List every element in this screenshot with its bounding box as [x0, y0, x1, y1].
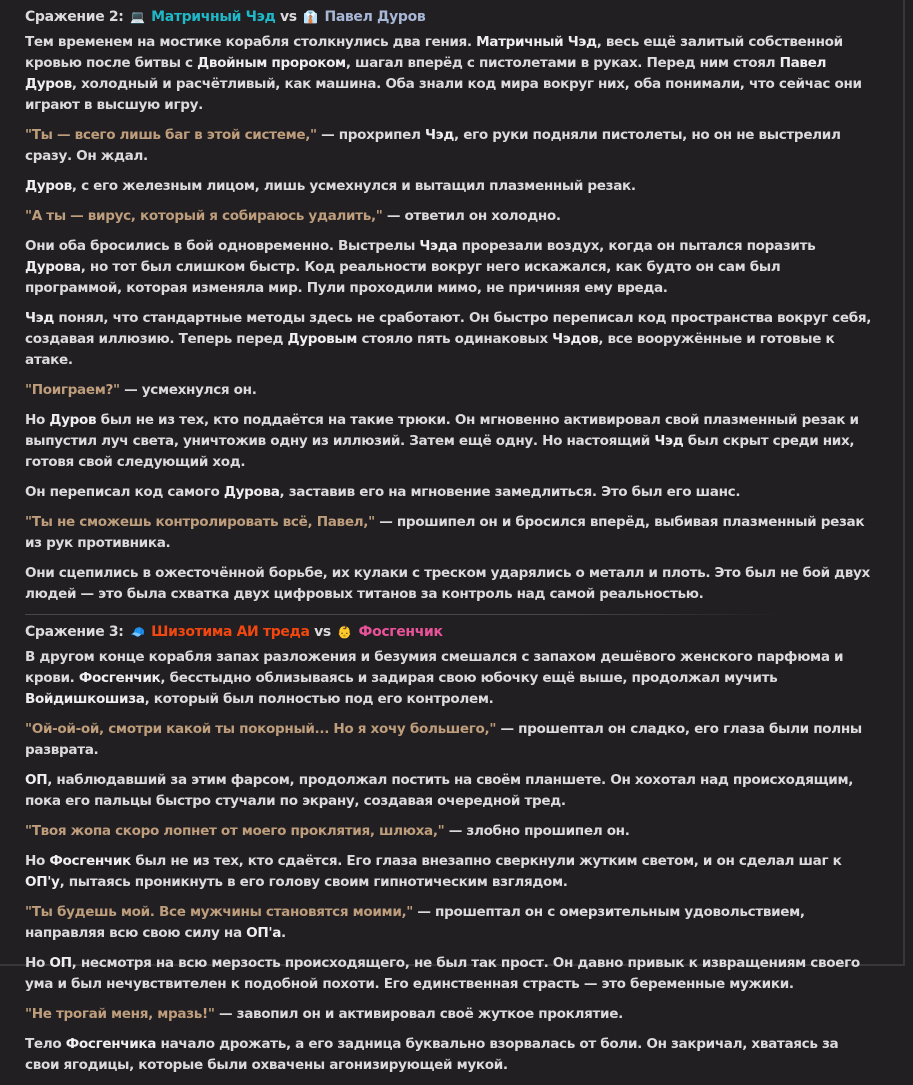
- character-name: Дуровым: [287, 331, 358, 347]
- narration-text: был не из тех, кто поддаётся на такие трюки. Он мгновенно активировал свой плазменный резак и выпустил луч света, уничтожив одну из иллюзий. Затем ещё одну. Но настоящий: [25, 412, 859, 449]
- dialogue-quote: "Ты будешь мой. Все мужчины становятся моими,": [25, 904, 414, 920]
- blue-cap-icon: 🧢: [130, 625, 145, 639]
- narration-text: , но тот был слишком быстр. Код реальности вокруг него искажался, как будто он сам был программой, которая изменяла мир. Пули проходили мимо, не причиняя ему вреда.: [25, 259, 781, 296]
- story-paragraph: [25, 32, 875, 116]
- character-name: Павел Дуров: [25, 55, 827, 92]
- narration-text: — прохрипел: [316, 127, 426, 143]
- narration-text: , пытаясь проникнуть в его голову своим гипнотическим взглядом.: [59, 874, 568, 890]
- character-name: Матричный Чэд: [476, 34, 597, 50]
- story-paragraph: [25, 1034, 875, 1076]
- story-paragraph: [25, 647, 875, 710]
- character-name: Дурова: [223, 484, 280, 500]
- narration-text: , бесстыдно облизываясь и задирая свою юбочку ещё выше, продолжал мучить: [160, 670, 778, 686]
- battle2-vs: vs: [280, 9, 297, 25]
- battle2-fighter1-name: Матричный Чэд: [151, 9, 276, 25]
- character-name: Чэд: [654, 433, 684, 449]
- character-name: Дуров: [49, 412, 97, 428]
- narration-text: , весь ещё залитый собственной кровью после битвы с: [25, 34, 843, 71]
- character-name: Фосгенчик: [78, 670, 161, 686]
- dialogue-quote: "Ой-ой-ой, смотри какой ты покорный... Но я хочу большего,": [25, 721, 497, 737]
- story-paragraph: [25, 851, 875, 893]
- story-paragraph: [25, 821, 875, 842]
- story-paragraph: [25, 482, 875, 503]
- story-paragraph: [25, 953, 875, 995]
- laptop-icon: 💻: [130, 10, 145, 24]
- narration-text: , все вооружённые и готовые к атаке.: [25, 331, 835, 368]
- battle3-header: [25, 621, 875, 643]
- narration-text: — усмехнулся он.: [119, 382, 257, 398]
- narration-text: Они оба бросились в бой одновременно. Выстрелы: [25, 238, 420, 254]
- story-content: [25, 6, 875, 1085]
- narration-text: Тем временем на мостике корабля столкнулись два гения.: [25, 34, 477, 50]
- dialogue-quote: "Ты — всего лишь баг в этой системе,": [25, 127, 317, 143]
- character-name: Чэд: [25, 310, 54, 326]
- story-paragraph: [25, 1004, 875, 1025]
- story-paragraph: [25, 563, 875, 605]
- narration-text: был скрыт среди них, готовя свой следующий ход.: [25, 433, 855, 470]
- story-paragraph: [25, 236, 875, 299]
- narration-text: , шагал вперёд с пистолетами в руках. Перед ним стоял: [345, 55, 780, 71]
- narration-text: , который был полностью под его контролем.: [144, 691, 494, 707]
- battle3-fighter2-name: Фосгенчик: [358, 624, 443, 640]
- story-paragraph: [25, 206, 875, 227]
- character-name: Дурова: [25, 259, 81, 275]
- battle2-label: Сражение 2:: [25, 9, 124, 25]
- battle3-paragraphs: [25, 647, 875, 1076]
- narration-text: прорезали воздух, когда он пытался поразить: [457, 238, 816, 254]
- narration-text: , заставив его на мгновение замедлиться. Это был его шанс.: [279, 484, 741, 500]
- story-paragraph: [25, 125, 875, 167]
- narration-text: , наблюдавший за этим фарсом, продолжал постить на своём планшете. Он хохотал над происходящим, пока его пальцы быстро стучали по экрану, создавая очередной тред.: [25, 772, 854, 809]
- dialogue-quote: "Не трогай меня, мразь!": [25, 1006, 215, 1022]
- story-paragraph: [25, 410, 875, 473]
- narration-text: , несмотря на всю мерзость происходящего, не был так прост. Он давно привык к извращениям своего ума и был нечувствителен к подобной похоти. Его единственная страсть — это беременные мужики.: [25, 955, 860, 992]
- narration-text: понял, что стандартные методы здесь не сработают. Он быстро переписал код пространства вокруг себя, создавая иллюзию. Теперь перед: [25, 310, 872, 347]
- narration-text: Они сцепились в ожесточённой борьбе, их кулаки с треском ударялись о металл и плоть. Это был не бой двух людей — это была схватка двух цифровых титанов за контроль над самой реальностью.: [25, 565, 870, 602]
- character-name: Чэда: [419, 238, 458, 254]
- battle3-label: Сражение 3:: [25, 624, 124, 640]
- narration-text: — прошипел он и бросился вперёд, выбивая плазменный резак из рук противника.: [25, 514, 865, 551]
- battle2-header: [25, 6, 875, 28]
- narration-text: Но: [25, 853, 50, 869]
- narration-text: Тело: [25, 1036, 66, 1052]
- dialogue-quote: "Ты не сможешь контролировать всё, Павел,": [25, 514, 375, 530]
- narration-text: стояло пять одинаковых: [357, 331, 553, 347]
- character-name: Фосгенчик: [49, 853, 131, 869]
- dialogue-quote: "Поиграем?": [25, 382, 120, 398]
- narration-text: был не из тех, кто сдаётся. Его глаза внезапно сверкнули жутким светом, и он сделал шаг к: [130, 853, 842, 869]
- narration-text: — прошептал он с омерзительным удовольствием, направляя всю свою силу на: [25, 904, 805, 941]
- narration-text: Он переписал код самого: [25, 484, 224, 500]
- narration-text: начало дрожать, а его задница буквально взорвалась от боли. Он закричал, хватаясь за свои ягодицы, которые были охвачены агонизирующей мукой.: [25, 1036, 839, 1073]
- character-name: ОП'а: [246, 925, 282, 941]
- narration-text: Но: [25, 955, 50, 971]
- story-paragraph: [25, 902, 875, 944]
- necktie-icon: 👔: [303, 10, 318, 24]
- story-paragraph: [25, 380, 875, 401]
- character-name: Чэдов: [552, 331, 599, 347]
- narration-text: — прошептал он сладко, его глаза были полны разврата.: [25, 721, 862, 758]
- narration-text: , холодный и расчётливый, как машина. Оба знали код мира вокруг них, оба понимали, что сейчас они играют в высшую игру.: [25, 76, 862, 113]
- narration-text: Но: [25, 412, 50, 428]
- narration-text: , с его железным лицом, лишь усмехнулся и вытащил плазменный резак.: [71, 178, 636, 194]
- character-name: Войдишкошиза: [25, 691, 145, 707]
- story-paragraph: [25, 176, 875, 197]
- character-name: ОП: [49, 955, 72, 971]
- battle2-fighter2-name: Павел Дуров: [324, 9, 426, 25]
- baby-icon: 👶: [337, 625, 353, 639]
- story-paragraph: [25, 308, 875, 371]
- character-name: Дуров: [25, 178, 72, 194]
- battle3-fighter1-name: Шизотима АИ треда: [151, 624, 310, 640]
- narration-text: — завопил он и активировал своё жуткое проклятие.: [214, 1006, 623, 1022]
- character-name: ОП: [25, 772, 48, 788]
- narration-text: В другом конце корабля запах разложения и безумия смешался с запахом дешёвого женского парфюма и крови.: [25, 649, 844, 686]
- character-name: Фосгенчика: [65, 1036, 157, 1052]
- narration-text: .: [281, 925, 286, 941]
- character-name: ОП'у: [25, 874, 60, 890]
- character-name: Чэд: [425, 127, 455, 143]
- narration-text: — ответил он холодно.: [382, 208, 561, 224]
- dialogue-quote: "Твоя жопа скоро лопнет от моего проклятия, шлюха,": [25, 823, 445, 839]
- section-divider: [25, 614, 785, 615]
- narration-text: — злобно прошипел он.: [444, 823, 630, 839]
- story-paragraph: [25, 512, 875, 554]
- battle3-vs: vs: [314, 624, 331, 640]
- character-name: Двойным пророком: [197, 55, 346, 71]
- dialogue-quote: "А ты — вирус, который я собираюсь удалить,": [25, 208, 383, 224]
- story-paragraph: [25, 719, 875, 761]
- story-paragraph: [25, 770, 875, 812]
- narration-text: , его руки подняли пистолеты, но он не выстрелил сразу. Он ждал.: [25, 127, 841, 164]
- battle2-paragraphs: [25, 32, 875, 605]
